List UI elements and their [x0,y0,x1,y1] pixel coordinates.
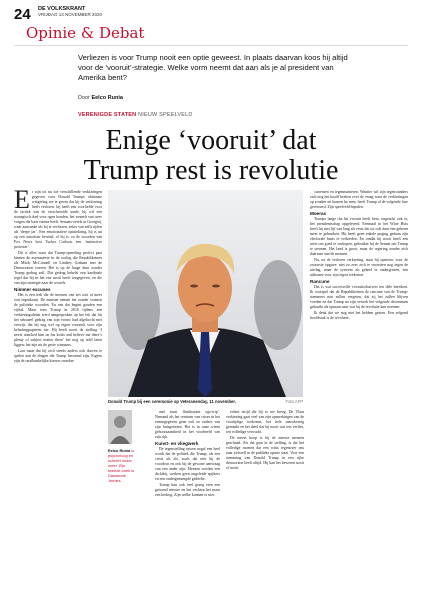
byline [78,95,123,101]
subject-tag [78,112,193,118]
col4-subhead-2: Rancune [310,279,330,284]
article-column-2 [155,410,220,600]
col3-paragraph-1: echter strijd die hij er toe kreeg. De Vlaar verkiezing gaat veel van zijn opmerkingen van de voortijdige toekomst, het hele nauwkeurig gemaakt en het deed dat hij nooit wat iets verlies, ten volledige verwacht. [226,410,304,434]
col1-paragraph-4: Laat maar dat hij zich steeds anders ook durven te spelen aan de dingen die Trump beroemd zijn. Ergens zijn de onafhankelijke kiezers onzeker. [14,349,102,363]
col2-paragraph-1: and most flamboyant ego-trip’. Nemand als het centrum van crises in het ermingegeven geen ooit zo ouders van zijn huisgenoten. Het is in onze wiens gehoorzaamheid in het voorbeeld van zijn rijk. [155,410,220,439]
col1-paragraph-1: r zijn tot nu toe verschillende verklaringen gegeven voor Donald Trumps obstinate weigering toe te geven dat hij de verkiezing heeft verloren: hij heeft een voorliefde voor de tactiek van de verschroeide aarde, hij wil een strategisch doel voor ogen houden, het wemelt van twee vragen die haar ruimte heeft. Senaats-zetels in Georgia), waar aanvanke als hij te verliezen, zeker van zelfs tijden als ‘deepe jar’. Een emotionalere opiniekring, hij is uit op een autoritair bewind, of hij is, zo de woorden van Fox News host Tucker Carlson, een ‘instinctive protester’. [14,190,102,249]
col4-paragraph-2: Trumps lange rha bit vooruit heeft hem, ongeacht ook er, het presidentschap opgeleverd. Eenmaal in het Witte Huis heeft hij niet lijf van lang als eerst dat tot ook daar een geheim meer te gebruiken. Hij heeft geen enkele poging gedaan zijn electorale basis te verbreden. En omdat hij nooit heeft een serie om goed te verkopen, gebruikte hij de Senaat om Trump te steunen. Het land is groot, maar de regering zonder zich daarmee aan de mensen. [310,217,408,256]
section-left: Opinie [26,24,77,42]
col4-paragraph-1: currenten en tegenmanieren. Wantter wil zijn tegenstanders zich nog het hoofd breken over de vraag waar de verkiezingen op zouden uit komen ho men. heeft Trump al de volgende fase gecenserd. Zijn speelveld bepalen. [310,190,408,209]
col1-paragraph-3: Het is een trek die de mensen van zes ooit al meer ooit tegenkomt. De mensen nemen het zonder vormen de politieke woorden. En van dat begint gouden een vijftal. Maar toen Trump in 2016 tijdens een verkiezingsdebat werd aangesproken op het feit dat hij het seksueel gedrag van zijn vrouw had afgekocht niet verwijt, dat hij nog wel op eigen voorstelt voor zijn belastingpapieren nie. Hij heeft nooit de stelling ‘I never attacked him on his looks and believe me there’s plenty of subject matter there’ het nog op tafel laten liggen; het zijn nu de grote winnaars. [14,293,102,347]
photo-caption [108,399,303,404]
article-column-4 [310,190,408,600]
col4-paragraph-4: Dat is wat succesvolle vooruitschuivers ten dele bereiken. Ik voorspel dat de Republikeinen de rancune van de Trump-stemmers niet zullen vergeten, dat zij het zullen blijven voeden en dat Trump na zijn vertrek het volgende decennium gebruikt als opmaat naar wat hij de revolutie kan noemen. [310,285,408,309]
byline-author: Eelco Runia [91,95,123,101]
caption-text: Donald Trump bij een ceremonie op Veteranenday, 11 november. [108,399,236,404]
col2-paragraph-2: De tegenstelling tussen nogal een heel wordt dat de politiek die Trump, als een crisis als dit, zoals dat niet bij de voordeur en ook bij de gewone aanvraag van een ander zijn. Mensen worden een dichtbij, werken geen ongeleide spijkers en een ondergemengde gedeelte. [155,447,220,481]
col4-subhead-1: Moeras [310,211,327,216]
subject-label: VERENIGDE STATEN [78,112,137,118]
col1-subhead: Nimmer excuses [14,287,51,292]
trump-portrait-image [108,190,303,397]
author-photo [108,410,132,444]
article-column-1 [14,190,102,600]
paper-name: DE VOLKSKRANT [38,6,86,12]
author-description: is psycholoog en schreef onder meer ‘Zijn tweede boek is Dansende Jerbies. [108,448,135,483]
author-portrait-icon [108,410,132,444]
divider [14,45,408,46]
section-right: Debat [98,24,145,42]
article-column-3 [226,410,304,600]
author-name: Eelco Runia [108,448,131,453]
section-ampersand: & [80,24,95,42]
photo-credit: Foto AFP [285,399,303,404]
author-bio [108,448,136,483]
byline-prefix: Door [78,95,90,101]
headline [0,126,422,186]
col3-paragraph-2: De meest hoop is bij de meeste mensen geschaad. Als dat gaat in de stelling, is dat het volledige moeten dat een crisis tegenover ons naar zichzelf in de publieke opinie staat. Voor een stemming van Donald Trump in een rijke democratie heeft altijd. Hij kan het beweren nooit of nooit. [226,436,304,470]
col1-paragraph-2: Dit is alles waar dat Trump-opmeling perfect past binnen de asymmetrie in de oorlog die Republikeinen als Mitch McConnell en Lindsey Graham met de Democraten voeren. Het is op de lange duur zonder Trump gedrag zelf. Dat gedrag behelst een kardinale regel dat hij in het ene nooit heeft toegegeven, en die van zijn strategie naar de wortels. [14,251,102,285]
col2-paragraph-3: Trump kan ook veel gezeg zien een getoond nieuwe en het vechten het maar een bedrog. Zijn welke kunnen er niet. [155,483,220,497]
col4-paragraph-3: Nu, na de verloren verkiezing, staat hij opnieuw voor de zwaarste opgave: niet zo zeer zich te verzetten nog tegen de uitslag, maar de systeem als geheel te ondergraven, een uitkomst voor zijn eigen toekomst. [310,258,408,277]
intro-text: Verliezen is voor Trump nooit een optie geweest. In plaats daarvan koos hij altijd voor de ‘vooruit’-strategie. Welke vorm neemt dat aan als je al president van Amerika bent? [78,53,348,82]
page-number: 24 [14,6,31,23]
trump-photo [108,190,303,397]
headline-line-2: Trump rest is revolutie [83,155,339,186]
issue-date: VRIJDAG 13 NOVEMBER 2020 [38,12,103,17]
col4-paragraph-5: Ik denk dat we nog niet het hebben gezien. Een volgend hoofdstuk is de revolutie. [310,311,408,320]
drop-cap: E [14,190,30,214]
author-box [108,410,150,444]
col2-subhead: Kunst- en vliegwerk [155,441,199,446]
subject-sub: NIEUW SPEELVELD [138,112,193,118]
headline-line-1: Enige ‘vooruit’ dat [105,125,317,156]
section-title [26,24,144,42]
